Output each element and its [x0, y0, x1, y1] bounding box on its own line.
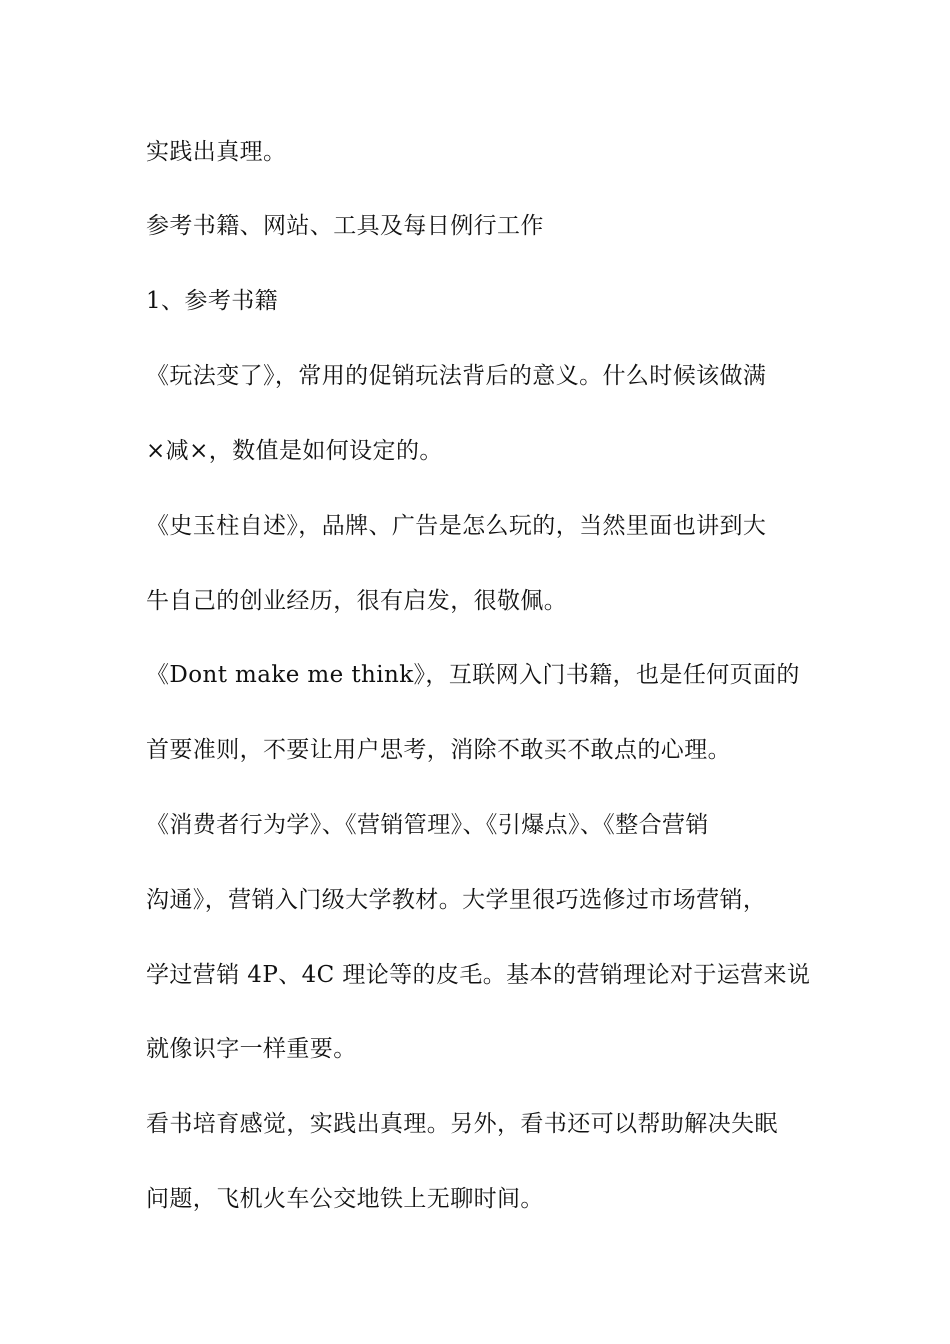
section-heading: 参考书籍、网站、工具及每日例行工作: [146, 213, 544, 239]
text-line: 实践出真理。: [146, 139, 287, 165]
text-line: 问题，飞机火车公交地铁上无聊时间。: [146, 1186, 544, 1212]
text-line: 牛自己的创业经历，很有启发，很敬佩。: [146, 588, 568, 614]
text-line: ×减×，数值是如何设定的。: [146, 438, 443, 464]
text-line: 《史玉柱自述》，品牌、广告是怎么玩的，当然里面也讲到大: [146, 513, 767, 539]
text-line: 首要准则，不要让用户思考，消除不敢买不敢点的心理。: [146, 737, 731, 763]
text-line: 看书培育感觉，实践出真理。另外，看书还可以帮助解决失眠: [146, 1111, 778, 1137]
text-line: 《消费者行为学》、《营销管理》、《引爆点》、《整合营销: [146, 812, 709, 838]
text-line: 学过营销 4P、4C 理论等的皮毛。基本的营销理论对于运营来说: [146, 962, 811, 988]
text-line: 《玩法变了》，常用的促销玩法背后的意义。什么时候该做满: [146, 363, 767, 389]
subsection-heading: 1、参考书籍: [146, 288, 279, 314]
text-line: 就像识字一样重要。: [146, 1036, 357, 1062]
text-line: 沟通》，营销入门级大学教材。大学里很巧选修过市场营销，: [146, 887, 767, 913]
text-line: 《Dont make me think》，互联网入门书籍，也是任何页面的: [146, 662, 800, 688]
